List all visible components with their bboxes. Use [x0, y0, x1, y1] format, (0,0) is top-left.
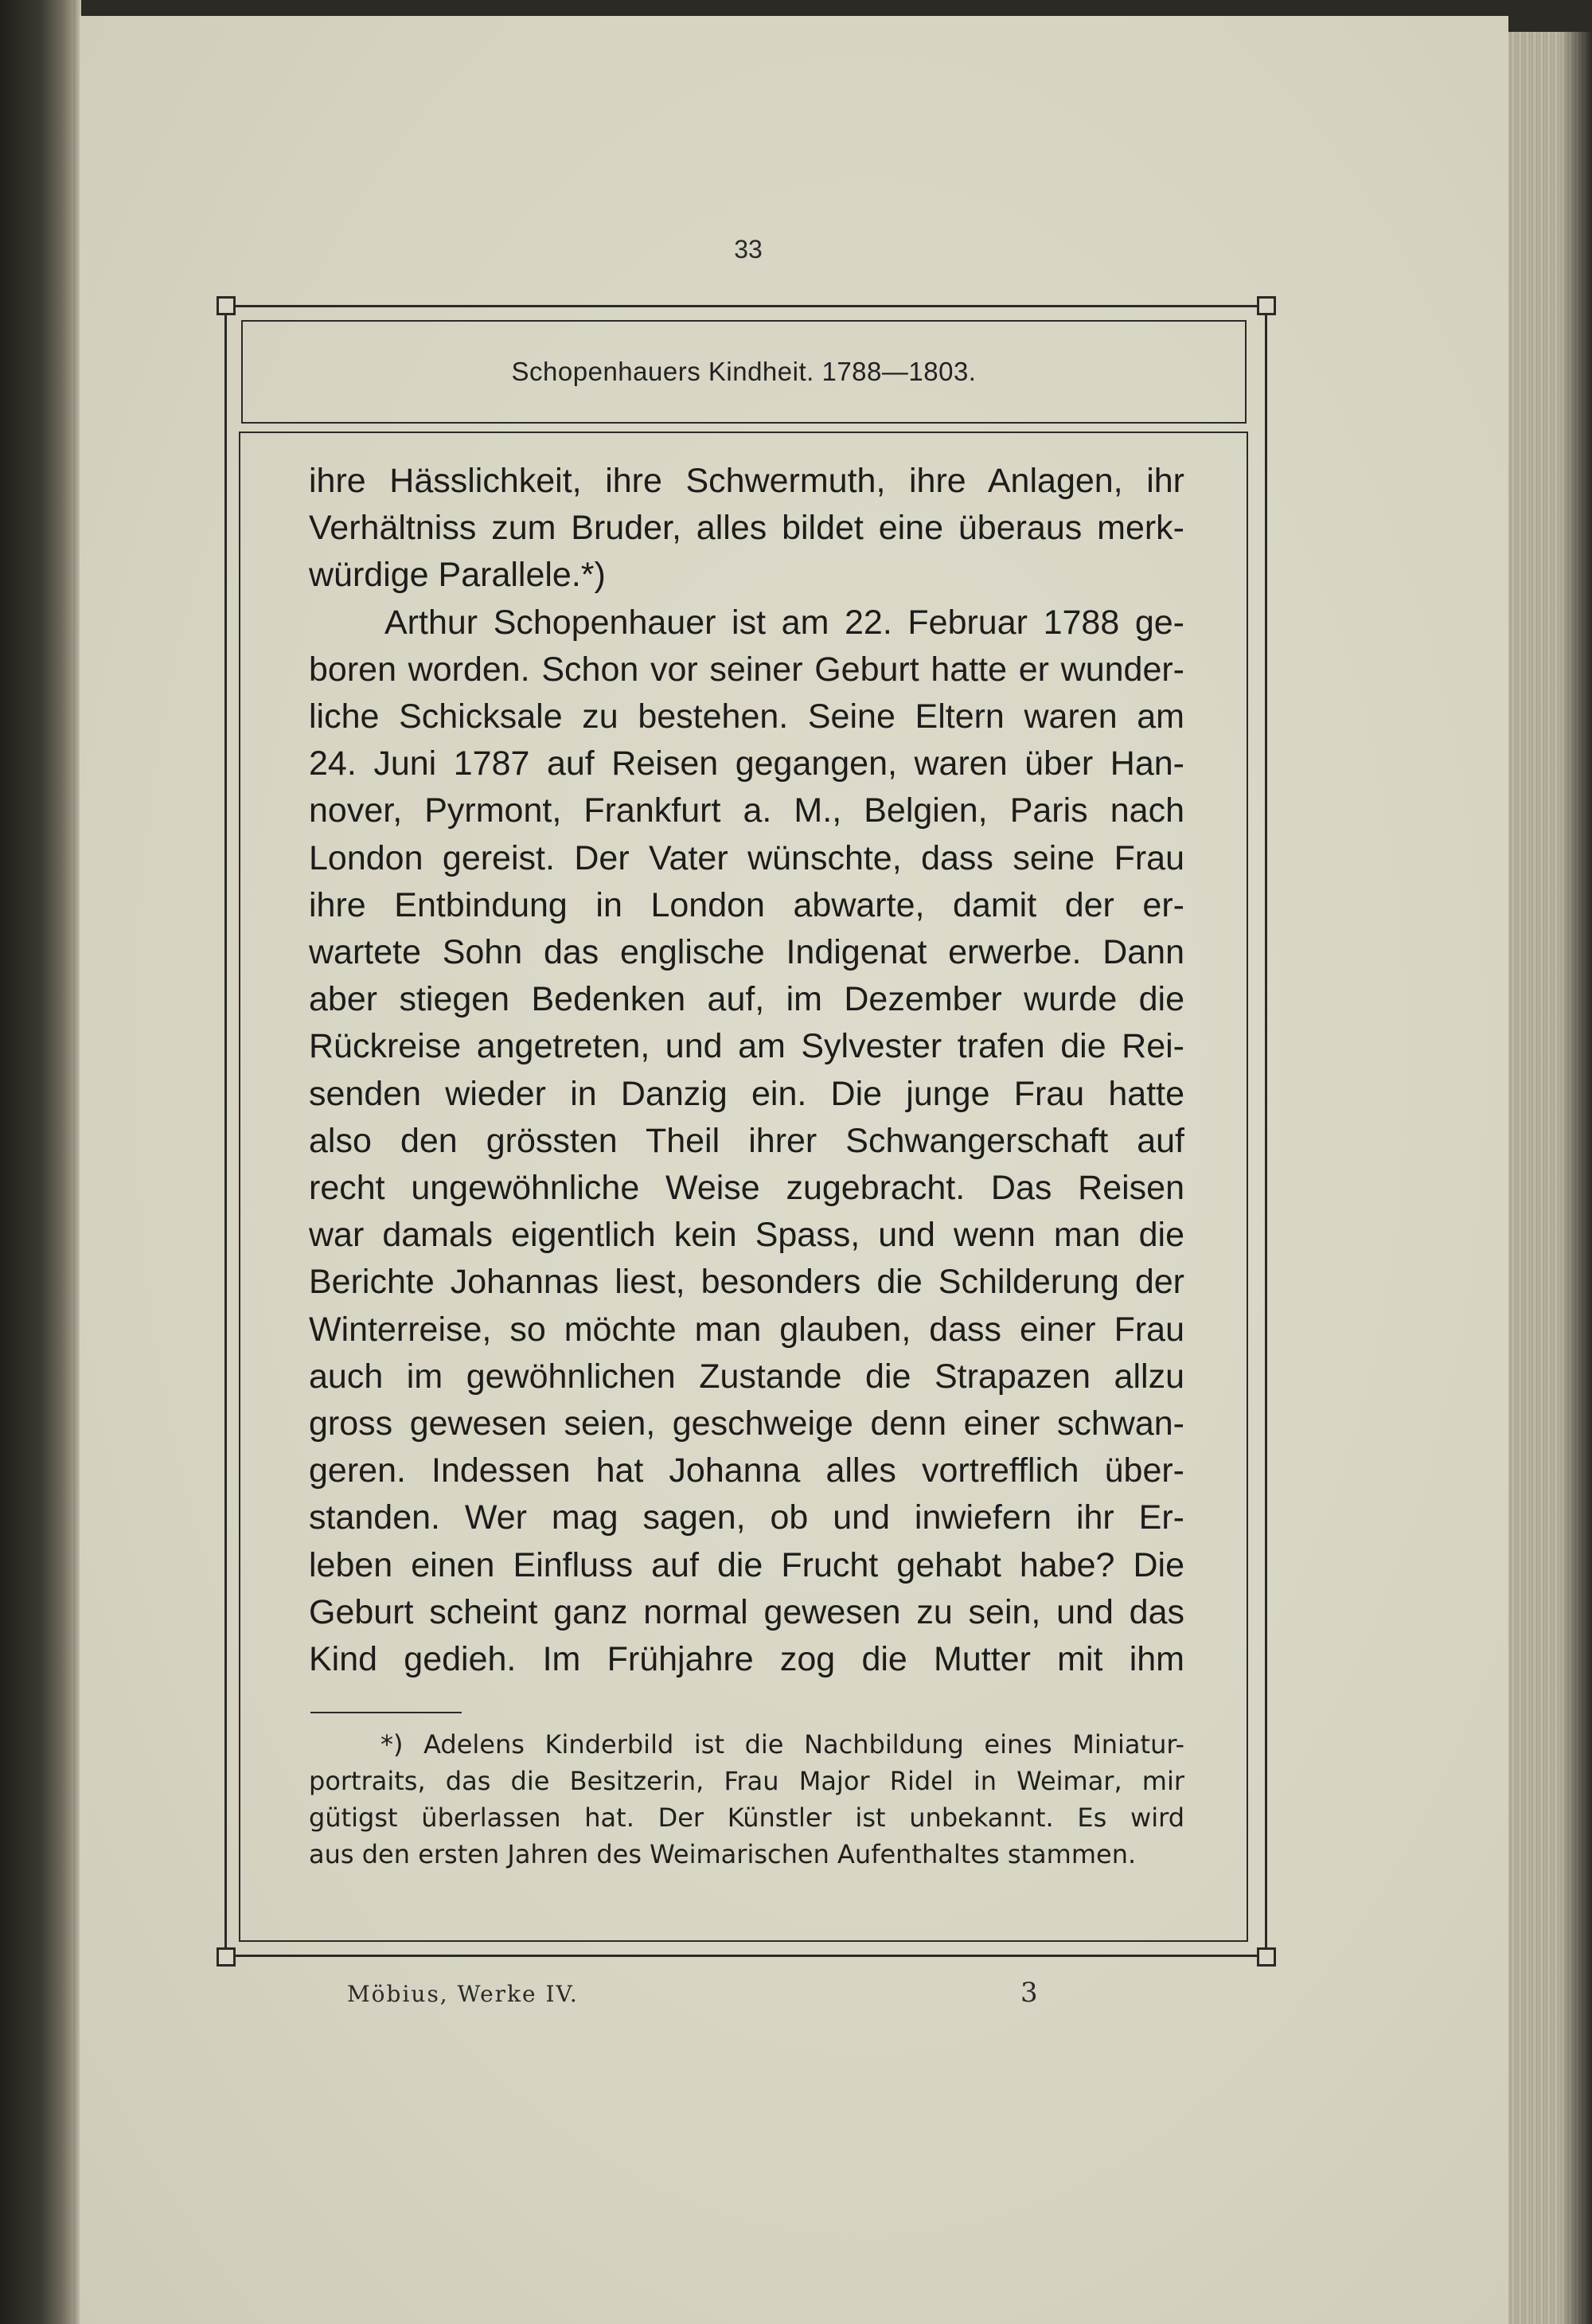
text-line: Rückreise angetreten, und am Sylvester trafen die Rei- — [309, 1027, 1184, 1066]
text-line: Berichte Johannas liest, besonders die Schilderung der — [309, 1263, 1184, 1302]
text-line: Verhältniss zum Bruder, alles bildet eine überaus merk- — [309, 509, 1184, 548]
text-line: liche Schicksale zu bestehen. Seine Eltern waren am — [309, 697, 1184, 736]
text-line: Arthur Schopenhauer ist am 22. Februar 1788 ge- — [384, 603, 1184, 642]
footnote-line: portraits, das die Besitzerin, Frau Major Ridel in Weimar, mir — [309, 1766, 1184, 1796]
text-line: ihre Entbindung in London abwarte, damit der er- — [309, 885, 1184, 924]
frame-corner-bottom-left — [217, 1947, 236, 1967]
body-text — [309, 458, 1184, 1683]
footnote — [309, 1726, 1184, 1873]
text-line: Winterreise, so möchte man glauben, dass einer Frau — [309, 1310, 1184, 1349]
text-line: war damals eigentlich kein Spass, und wenn man die — [309, 1216, 1184, 1255]
page-stack-edge — [1508, 32, 1592, 2324]
text-line: London gereist. Der Vater wünschte, dass seine Frau — [309, 838, 1184, 877]
text-line: boren worden. Schon vor seiner Geburt hatte er wunder- — [309, 650, 1184, 689]
text-line: Geburt scheint ganz normal gewesen zu sein, und das — [309, 1592, 1184, 1631]
sheet-number: 3 — [1020, 1977, 1038, 2009]
running-header-box — [241, 320, 1247, 424]
text-line: standen. Wer mag sagen, ob und inwiefern ihr Er- — [309, 1498, 1184, 1537]
page-number: 33 — [734, 235, 763, 264]
text-line: gross gewesen seien, geschweige denn einer schwan- — [309, 1404, 1184, 1443]
text-line: würdige Parallele.*) — [309, 556, 606, 595]
text-line: Kind gedieh. Im Frühjahre zog die Mutter mit ihm — [309, 1640, 1184, 1679]
text-line: nover, Pyrmont, Frankfurt a. M., Belgien, Paris nach — [309, 791, 1184, 830]
text-line: 24. Juni 1787 auf Reisen gegangen, waren über Han- — [309, 744, 1184, 783]
text-line: wartete Sohn das englische Indigenat erwerbe. Dann — [309, 933, 1184, 972]
paragraph — [309, 600, 1184, 1684]
text-line: aber stiegen Bedenken auf, im Dezember wurde die — [309, 980, 1184, 1019]
text-line: leben einen Einfluss auf die Frucht gehabt habe? Die — [309, 1545, 1184, 1584]
printer-signature: Möbius, Werke IV. — [347, 1981, 579, 2007]
text-line: recht ungewöhnliche Weise zugebracht. Das Reisen — [309, 1169, 1184, 1208]
book-spine — [0, 0, 73, 2324]
text-line: ihre Hässlichkeit, ihre Schwermuth, ihre Anlagen, ihr — [309, 462, 1184, 500]
frame-corner-top-right — [1257, 296, 1276, 315]
text-line: also den grössten Theil ihrer Schwangerschaft auf — [309, 1121, 1184, 1160]
text-line: geren. Indessen hat Johanna alles vortrefflich über- — [309, 1451, 1184, 1490]
paragraph — [309, 458, 1184, 600]
text-line: senden wieder in Danzig ein. Die junge Frau hatte — [309, 1074, 1184, 1113]
frame-corner-top-left — [217, 296, 236, 315]
footnote-line: *) Adelens Kinderbild ist die Nachbildung eines Miniatur- — [380, 1729, 1184, 1760]
text-line: auch im gewöhnlichen Zustande die Strapazen allzu — [309, 1357, 1184, 1396]
footnote-line: aus den ersten Jahren des Weimarischen Aufenthaltes stammen. — [309, 1839, 1137, 1869]
frame-corner-bottom-right — [1257, 1947, 1276, 1967]
footnote-divider — [310, 1712, 462, 1713]
running-header: Schopenhauers Kindheit. 1788—1803. — [511, 357, 977, 386]
footnote-line: gütigst überlassen hat. Der Künstler ist unbekannt. Es wird — [309, 1803, 1184, 1833]
